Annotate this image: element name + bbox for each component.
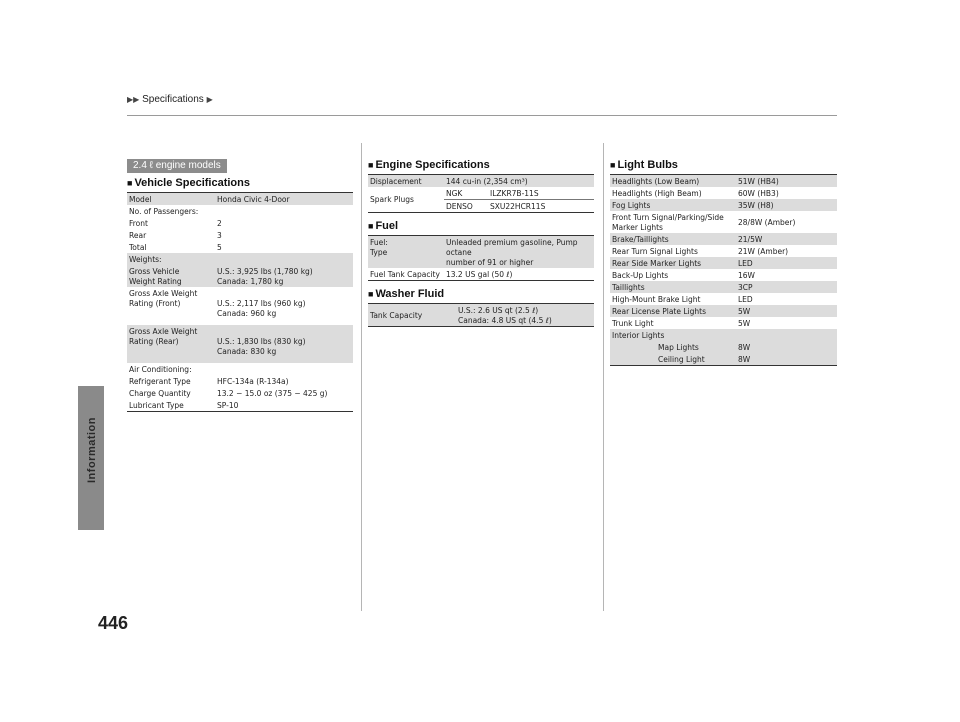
header-rule: [127, 115, 837, 116]
section-title: ■ Engine Specifications: [368, 159, 490, 171]
table-row: Fog Lights 35W (H8): [610, 199, 837, 211]
engine-spec-column: [368, 155, 594, 327]
column-divider: [603, 143, 604, 611]
table-row: Gross Vehicle Weight Rating U.S.: 3,925 lbs (1,780 kg) Canada: 1,780 kg: [127, 265, 353, 287]
table-row: Headlights (High Beam) 60W (HB3): [612, 188, 779, 198]
breadcrumb-arrow-icon: ▶▶: [127, 95, 140, 104]
table-row: Rear Side Marker Lights LED: [610, 257, 837, 269]
side-tab-label-wrap: [84, 402, 100, 502]
square-bullet-icon: ■: [368, 160, 374, 170]
table-row: Headlights (Low Beam) 51W (HB4): [610, 175, 837, 188]
breadcrumb-label: Specifications: [142, 94, 204, 105]
table-row: Trunk Light 5W: [612, 318, 751, 328]
table-row: Map Lights 8W: [610, 341, 837, 353]
page-number: 446: [98, 613, 129, 633]
side-tab-label: Information: [86, 417, 98, 483]
table-row: Front 2: [129, 218, 222, 228]
table-row: Back-Up Lights 16W: [612, 270, 755, 280]
engine-model-badge: 2.4 ℓ engine models: [127, 159, 227, 173]
table-row: Fuel: Type Unleaded premium gasoline, Pump octane number of 91 or higher: [368, 236, 594, 269]
fuel-spec-table: [368, 235, 594, 281]
table-row: Spark Plugs NGK ILZKR7B-11S: [368, 187, 594, 200]
table-row: Displacement 144 cu-in (2,354 cm³): [368, 175, 594, 188]
light-bulb-table: [610, 174, 837, 366]
square-bullet-icon: ■: [610, 160, 616, 170]
table-row: DENSO SXU22HCR11S: [368, 200, 594, 213]
table-row: Model Honda Civic 4-Door: [127, 193, 353, 206]
light-bulb-column: [610, 155, 837, 366]
section-title: ■ Vehicle Specifications: [127, 177, 250, 189]
table-row: Gross Axle Weight Rating (Rear) U.S.: 1,830 lbs (830 kg) Canada: 830 kg: [127, 325, 353, 357]
table-row: Ceiling Light 8W: [610, 353, 837, 366]
table-row: Charge Quantity 13.2 − 15.0 oz (375 − 425 g): [129, 388, 328, 398]
washer-spec-table: [368, 303, 594, 327]
table-row: Interior Lights: [610, 329, 837, 341]
section-title: ■ Light Bulbs: [610, 159, 678, 171]
table-row: Rear 3: [129, 230, 222, 240]
breadcrumb-arrow-icon: ▶: [206, 95, 213, 104]
column-divider: [361, 143, 362, 611]
square-bullet-icon: ■: [368, 221, 374, 231]
table-row: Gross Axle Weight Rating (Front) U.S.: 2,117 lbs (960 kg) Canada: 960 kg: [129, 288, 306, 318]
vehicle-spec-table: [127, 192, 353, 412]
table-row: Brake/Taillights 21/5W: [610, 233, 837, 245]
breadcrumb[interactable]: [127, 94, 213, 105]
table-row: Weights:: [127, 253, 353, 265]
table-row: Tank Capacity U.S.: 2.6 US qt (2.5 ℓ) Canada: 4.8 US qt (4.5 ℓ): [368, 304, 594, 327]
vehicle-spec-column: [127, 155, 353, 412]
table-row: Lubricant Type SP-10: [127, 399, 353, 412]
engine-spec-table: [368, 174, 594, 213]
table-row: Taillights 3CP: [610, 281, 837, 293]
section-title: ■ Fuel: [368, 220, 399, 232]
table-row: High-Mount Brake Light LED: [612, 294, 753, 304]
table-row: Total 5: [129, 242, 222, 252]
table-row: Fuel Tank Capacity 13.2 US gal (50 ℓ): [368, 268, 594, 281]
square-bullet-icon: ■: [368, 289, 374, 299]
table-row: Rear License Plate Lights 5W: [610, 305, 837, 317]
table-row: Refrigerant Type HFC-134a (R-134a): [129, 376, 289, 386]
section-title: ■ Washer Fluid: [368, 288, 445, 300]
table-row: Front Turn Signal/Parking/Side Marker Lights 28/8W (Amber): [612, 212, 796, 232]
square-bullet-icon: ■: [127, 178, 133, 188]
table-row: Rear Turn Signal Lights 21W (Amber): [612, 246, 789, 256]
table-row: No. of Passengers:: [129, 206, 199, 216]
table-row: Air Conditioning:: [129, 364, 192, 374]
